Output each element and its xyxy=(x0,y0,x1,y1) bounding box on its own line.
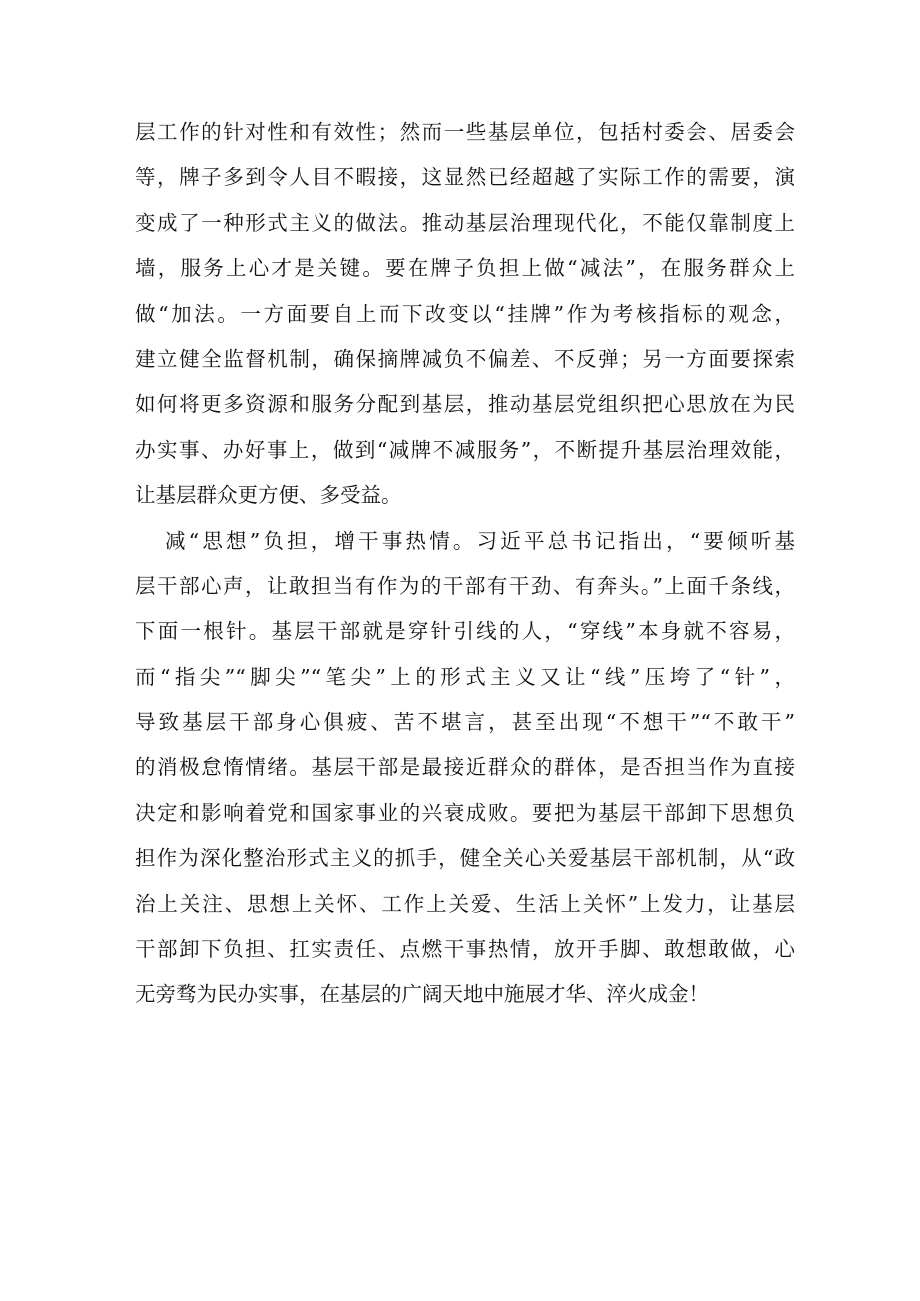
text-line: 决定和影响着党和国家事业的兴衰成败。要把为基层干部卸下思想负 xyxy=(135,800,795,825)
text-line: 下面一根针。基层干部就是穿针引线的人，“穿线”本身就不容易， xyxy=(135,619,795,644)
paragraph-1 xyxy=(135,110,795,519)
text-line: 墙，服务上心才是关键。要在牌子负担上做“减法”，在服务群众上 xyxy=(135,256,795,281)
text-line: 而“指尖”“脚尖”“笔尖”上的形式主义又让“线”压垮了“针”， xyxy=(135,664,795,689)
text-line: 无旁骛为民办实事，在基层的广阔天地中施展才华、淬火成金！ xyxy=(135,982,709,1007)
text-line: 建立健全监督机制，确保摘牌减负不偏差、不反弹；另一方面要探索 xyxy=(135,346,795,371)
text-line: 减“思想”负担，增干事热情。习近平总书记指出，“要倾听基 xyxy=(165,528,795,553)
text-line: 等，牌子多到令人目不暇接，这显然已经超越了实际工作的需要，演 xyxy=(135,165,795,190)
text-line: 办实事、办好事上，做到“减牌不减服务”，不断提升基层治理效能， xyxy=(135,437,795,462)
text-line: 导致基层干部身心俱疲、苦不堪言，甚至出现“不想干”“不敢干” xyxy=(135,710,795,735)
paragraph-2 xyxy=(135,519,795,1018)
text-line: 让基层群众更方便、多受益。 xyxy=(135,483,402,508)
text-line: 层工作的针对性和有效性；然而一些基层单位，包括村委会、居委会 xyxy=(135,120,795,144)
document-body xyxy=(135,110,795,1018)
text-line: 变成了一种形式主义的做法。推动基层治理现代化，不能仅靠制度上 xyxy=(135,210,795,235)
text-line: 层干部心声，让敢担当有作为的干部有干劲、有奔头。”上面千条线， xyxy=(135,573,795,598)
text-line: 治上关注、思想上关怀、工作上关爱、生活上关怀”上发力，让基层 xyxy=(135,891,795,916)
text-line: 做“加法。一方面要自上而下改变以“挂牌”作为考核指标的观念， xyxy=(135,301,795,326)
text-line: 干部卸下负担、扛实责任、点燃干事热情，放开手脚、敢想敢做，心 xyxy=(135,937,795,962)
text-line: 的消极怠惰情绪。基层干部是最接近群众的群体，是否担当作为直接 xyxy=(135,755,795,780)
text-line: 担作为深化整治形式主义的抓手，健全关心关爱基层干部机制，从“政 xyxy=(135,846,795,871)
text-line: 如何将更多资源和服务分配到基层，推动基层党组织把心思放在为民 xyxy=(135,392,795,417)
